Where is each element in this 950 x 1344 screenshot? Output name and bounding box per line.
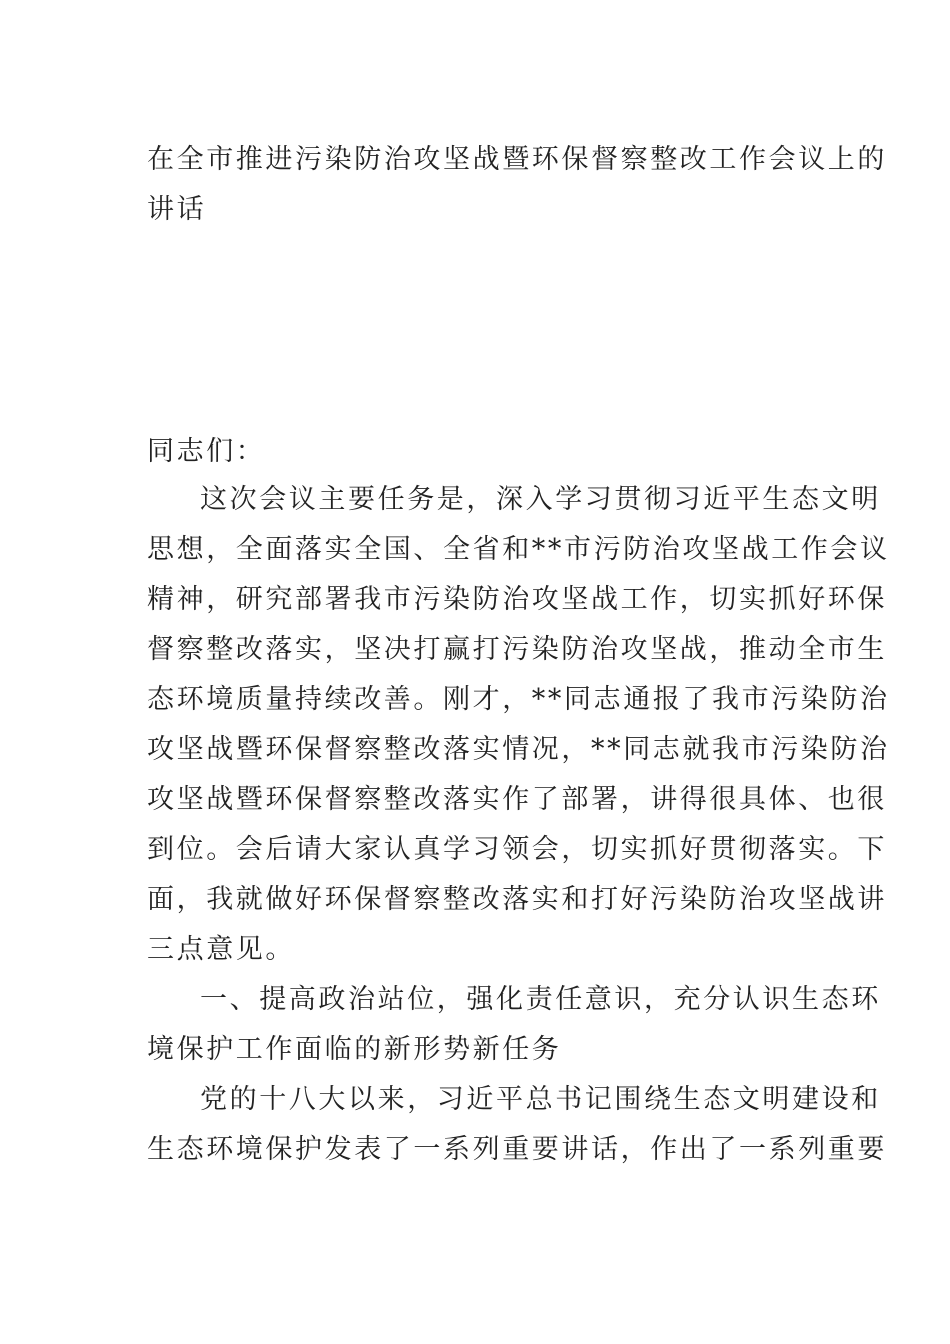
paragraph-2-line-1: 党的十八大以来，习近平总书记围绕生态文明建设和 (200, 1084, 881, 1115)
paragraph-1-line-5: 态环境质量持续改善。刚才，**同志通报了我市污染防治 (147, 684, 890, 715)
paragraph-1-line-2: 思想，全面落实全国、全省和**市污防治攻坚战工作会议 (147, 534, 890, 565)
paragraph-1-line-7: 攻坚战暨环保督察整改落实作了部署，讲得很具体、也很 (147, 784, 887, 815)
paragraph-1-line-4: 督察整改落实，坚决打赢打污染防治攻坚战，推动全市生 (147, 634, 887, 665)
paragraph-1-line-6: 攻坚战暨环保督察整改落实情况，**同志就我市污染防治 (147, 734, 890, 765)
section-heading-1-line-1: 一、提高政治站位，强化责任意识，充分认识生态环 (200, 984, 881, 1015)
document-title-line-2: 讲话 (147, 194, 207, 225)
paragraph-1-line-1: 这次会议主要任务是，深入学习贯彻习近平生态文明 (200, 484, 881, 515)
paragraph-1-line-3: 精神，研究部署我市污染防治攻坚战工作，切实抓好环保 (147, 584, 887, 615)
paragraph-2-line-2: 生态环境保护发表了一系列重要讲话，作出了一系列重要 (147, 1134, 887, 1165)
salutation: 同志们： (147, 436, 266, 467)
paragraph-1-line-9: 面，我就做好环保督察整改落实和打好污染防治攻坚战讲 (147, 884, 887, 915)
paragraph-1-line-8: 到位。会后请大家认真学习领会，切实抓好贯彻落实。下 (147, 834, 887, 865)
section-heading-1-line-2: 境保护工作面临的新形势新任务 (147, 1034, 562, 1065)
document-title-line-1: 在全市推进污染防治攻坚战暨环保督察整改工作会议上的 (147, 144, 887, 175)
paragraph-1-line-10: 三点意见。 (147, 934, 295, 965)
